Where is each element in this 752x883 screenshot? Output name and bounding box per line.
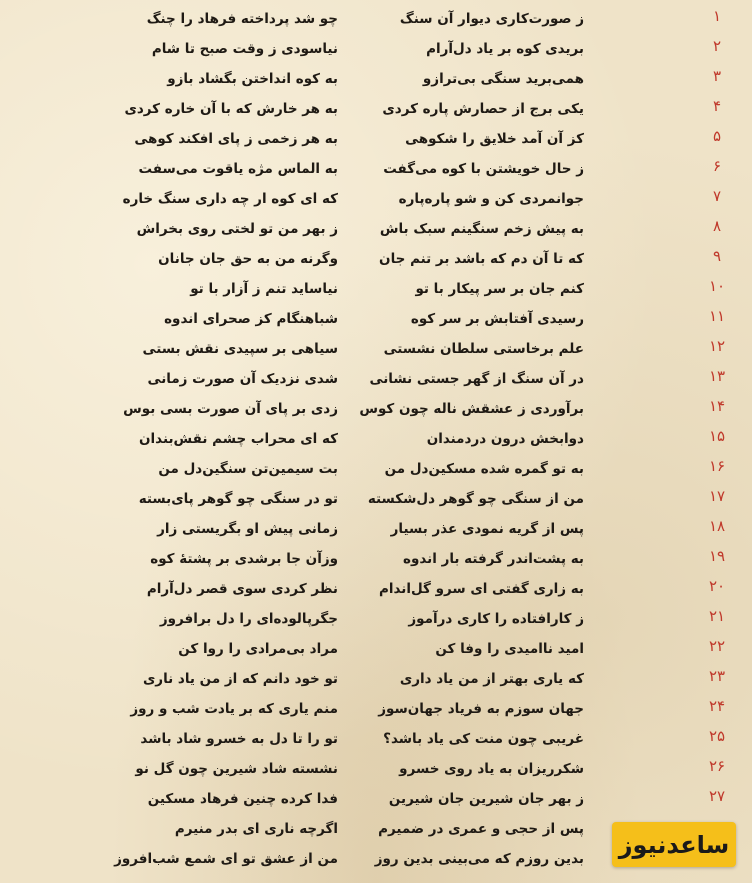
verse-row — [0, 395, 752, 425]
second-hemistich: من از سنگی چو گوهر دل‌شکسته — [367, 491, 584, 507]
second-hemistich: پس از گریه نمودی عذر بسیار — [390, 521, 584, 537]
verse-row — [0, 335, 752, 365]
verse-number: ۲۷ — [708, 787, 726, 805]
second-hemistich: امید ناامیدی را وفا کن — [435, 641, 584, 657]
verse-number: ۱۴ — [708, 397, 726, 415]
second-hemistich: در آن سنگ از گهر جستی نشانی — [369, 371, 584, 387]
verse-row — [0, 95, 752, 125]
first-hemistich: فدا کرده چنین فرهاد مسکین — [147, 791, 338, 807]
verse-number: ۳ — [712, 67, 722, 85]
verse-number: ۲۵ — [708, 727, 726, 745]
verse-row — [0, 725, 752, 755]
verse-number: ۲۱ — [708, 607, 726, 625]
verse-number: ۲۲ — [708, 637, 726, 655]
first-hemistich: نیاساید تنم ز آزار با تو — [190, 281, 338, 297]
verse-number: ۴ — [712, 97, 722, 115]
verse-number: ۲ — [712, 37, 722, 55]
first-hemistich: نشسته شاد شیرین چون گل نو — [135, 761, 338, 777]
verse-row — [0, 65, 752, 95]
second-hemistich: همی‌برید سنگی بی‌ترازو — [422, 71, 584, 87]
verse-row — [0, 455, 752, 485]
second-hemistich: کنم جان بر سر پیکار با تو — [415, 281, 584, 297]
verse-row — [0, 125, 752, 155]
verse-number: ۱۶ — [708, 457, 726, 475]
first-hemistich: شدی نزدیک آن صورت زمانی — [147, 371, 338, 387]
first-hemistich: که ای محراب چشم نقش‌بندان — [139, 431, 338, 447]
verse-number: ۵ — [712, 127, 722, 145]
first-hemistich: نیاسودی ز وقت صبح تا شام — [151, 41, 338, 57]
verse-row — [0, 755, 752, 785]
second-hemistich: که یاری بهتر از من یاد داری — [399, 671, 584, 687]
verse-number: ۱۳ — [708, 367, 726, 385]
second-hemistich: به پیش زخم سنگینم سبک باش — [379, 221, 584, 237]
verse-row — [0, 785, 752, 815]
second-hemistich: شکرریزان به یاد روی خسرو — [399, 761, 584, 777]
first-hemistich: که ای کوه ار چه داری سنگ خاره — [122, 191, 338, 207]
verse-row — [0, 215, 752, 245]
verse-row — [0, 485, 752, 515]
verse-number: ۱۲ — [708, 337, 726, 355]
second-hemistich: بدین روزم که می‌بینی بدین روز — [374, 851, 584, 867]
verse-row — [0, 635, 752, 665]
first-hemistich: ز بهر من تو لختی روی بخراش — [136, 221, 338, 237]
first-hemistich: اگرچه ناری ای بدر منیرم — [174, 821, 338, 837]
second-hemistich: پس از حجی و عمری در ضمیرم — [378, 821, 584, 837]
first-hemistich: به کوه انداختن بگشاد بازو — [167, 71, 338, 87]
verse-row — [0, 305, 752, 335]
first-hemistich: سیاهی بر سپیدی نقش بستی — [142, 341, 338, 357]
verse-number: ۱۱ — [708, 307, 726, 325]
second-hemistich: به تو گمره شده مسکین‌دل من — [384, 461, 584, 477]
second-hemistich: به پشت‌اندر گرفته بار اندوه — [403, 551, 584, 567]
verse-row — [0, 5, 752, 35]
verse-row — [0, 365, 752, 395]
second-hemistich: ز صورت‌کاری دیوار آن سنگ — [399, 11, 584, 27]
first-hemistich: مراد بی‌مرادی را روا کن — [178, 641, 338, 657]
second-hemistich: رسیدی آفتابش بر سر کوه — [410, 311, 584, 327]
second-hemistich: یکی برج از حصارش پاره کردی — [382, 101, 584, 117]
verse-row — [0, 35, 752, 65]
verse-number: ۱۸ — [708, 517, 726, 535]
verse-number: ۲۶ — [708, 757, 726, 775]
first-hemistich: وگرنه من به حق جان جانان — [158, 251, 338, 267]
first-hemistich: تو را تا دل به خسرو شاد باشد — [140, 731, 338, 747]
verse-number: ۱ — [712, 7, 722, 25]
first-hemistich: تو در سنگی چو گوهر پای‌بسته — [138, 491, 338, 507]
verse-row — [0, 665, 752, 695]
second-hemistich: که تا آن دم که باشد بر تنم جان — [379, 251, 584, 267]
verse-row — [0, 695, 752, 725]
first-hemistich: تو خود دانم که از من یاد ناری — [142, 671, 338, 687]
verse-number: ۱۰ — [708, 277, 726, 295]
saednews-logo — [612, 822, 736, 867]
second-hemistich: ز بهر جان شیرین جان شیرین — [388, 791, 584, 807]
first-hemistich: زمانی پیش او بگریستی زار — [157, 521, 338, 537]
verse-row — [0, 605, 752, 635]
verse-number: ۲۴ — [708, 697, 726, 715]
first-hemistich: جگرپالوده‌ای را دل برافروز — [159, 611, 338, 627]
second-hemistich: برآوردی ز عشقش ناله چون کوس — [359, 401, 584, 417]
first-hemistich: منم یاری که بر یادت شب و روز — [130, 701, 338, 717]
verse-number: ۲۳ — [708, 667, 726, 685]
second-hemistich: ز کارافتاده را کاری درآموز — [408, 611, 584, 627]
verse-number: ۲۰ — [708, 577, 726, 595]
first-hemistich: نظر کردی سوی قصر دل‌آرام — [146, 581, 338, 597]
second-hemistich: به زاری گفتی ای سرو گل‌اندام — [378, 581, 584, 597]
first-hemistich: زدی بر پای آن صورت بسی بوس — [123, 401, 338, 417]
verse-number: ۸ — [712, 217, 722, 235]
verse-row — [0, 545, 752, 575]
first-hemistich: بت سیمین‌تن سنگین‌دل من — [158, 461, 338, 477]
first-hemistich: به الماس مژه یاقوت می‌سفت — [138, 161, 338, 177]
verse-number: ۷ — [712, 187, 722, 205]
second-hemistich: غریبی چون منت کی یاد باشد؟ — [383, 731, 584, 747]
verse-number: ۹ — [712, 247, 722, 265]
verse-row — [0, 275, 752, 305]
second-hemistich: ز حال خویشتن با کوه می‌گفت — [383, 161, 584, 177]
verse-number: ۱۷ — [708, 487, 726, 505]
second-hemistich: دوابخش درون دردمندان — [426, 431, 584, 447]
verse-number: ۶ — [712, 157, 722, 175]
first-hemistich: به هر خارش که با آن خاره کردی — [124, 101, 338, 117]
verse-row — [0, 575, 752, 605]
first-hemistich: شباهنگام کز صحرای اندوه — [164, 311, 338, 327]
first-hemistich: چو شد پرداخته فرهاد را چنگ — [146, 11, 338, 27]
verse-row — [0, 245, 752, 275]
verse-row — [0, 155, 752, 185]
verse-row — [0, 425, 752, 455]
second-hemistich: علم برخاستی سلطان نشستی — [383, 341, 584, 357]
verse-row — [0, 515, 752, 545]
verse-number: ۱۵ — [708, 427, 726, 445]
second-hemistich: جهان سوزم به فریاد جهان‌سوز — [378, 701, 584, 717]
second-hemistich: بریدی کوه بر یاد دل‌آرام — [426, 41, 584, 57]
second-hemistich: کز آن آمد خلایق را شکوهی — [405, 131, 584, 147]
verse-row — [0, 185, 752, 215]
verse-number: ۱۹ — [708, 547, 726, 565]
logo-text: ساعدنیوز — [618, 830, 730, 859]
first-hemistich: وزآن جا برشدی بر پشتهٔ کوه — [150, 551, 338, 567]
first-hemistich: من از عشق تو ای شمع شب‌افروز — [114, 851, 338, 867]
second-hemistich: جوانمردی کن و شو پاره‌پاره — [398, 191, 584, 207]
first-hemistich: به هر زخمی ز پای افکند کوهی — [134, 131, 338, 147]
